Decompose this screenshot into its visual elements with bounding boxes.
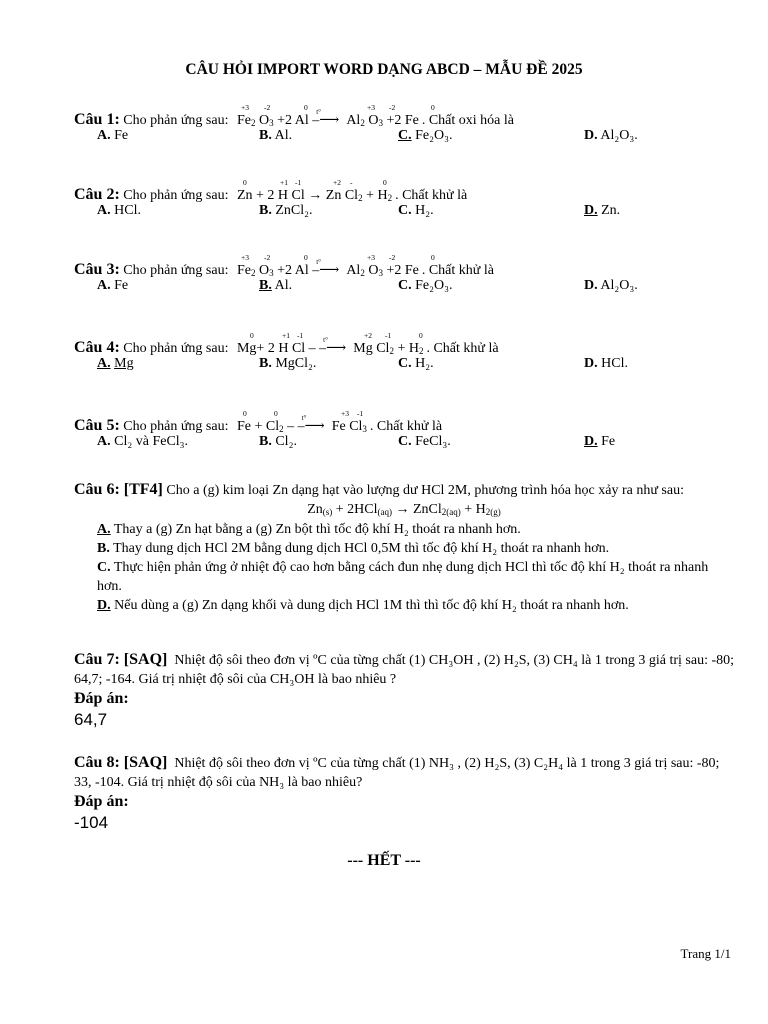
- statement-b[interactable]: B. Thay dung dịch HCl 2M bằng dung dịch HCl 0,5M thì tốc độ khí H₂ thoát ra nhanh hơn.: [97, 541, 610, 556]
- question-4: [74, 332, 734, 374]
- reaction-equation: 0 0 +3 -1 $Fe + Cl_2$ – – t° ⟶ Fe $Cl_3$: [236, 409, 367, 434]
- option-b[interactable]: B. Cl₂.: [259, 434, 297, 449]
- option-d-correct[interactable]: D. Zn.: [584, 203, 621, 218]
- question-3: [74, 254, 734, 296]
- answer-options: [74, 432, 734, 452]
- option-a[interactable]: A. Fe: [97, 128, 129, 143]
- question-tail: . Chất khử là: [426, 341, 499, 356]
- option-d[interactable]: D. Al₂O₃.: [584, 128, 638, 143]
- question-stem: Nhiệt độ sôi theo đơn vị ºC của từng chất (1) NH₃ , (2) H₂S, (3) C₂H₄ là 1 trong 3 giá trị sau: -80; 33, -104. Giá trị nhiệt độ sôi của NH₃ là bao nhiêu?: [74, 756, 720, 790]
- option-d[interactable]: D. Al₂O₃.: [584, 278, 638, 293]
- question-number: Câu 1:: [74, 111, 120, 128]
- question-tail: . Chất khử là: [395, 188, 468, 203]
- question-stem: Cho a (g) kim loại Zn dạng hạt vào lượng dư HCl 2M, phương trình hóa học xảy ra như sau:: [166, 483, 684, 498]
- reaction-equation: 0 +1 -1 +2 - 0 Zn + 2 H Cl → Zn $Cl_2 + H_2$: [236, 178, 393, 203]
- question-lead: Cho phản ứng sau:: [123, 113, 229, 128]
- answer-value: -104: [74, 813, 109, 832]
- question-tail: . Chất khử là: [369, 419, 443, 434]
- answer-options: [74, 201, 734, 221]
- statement-d-correct[interactable]: D. Nếu dùng a (g) Zn dạng khối và dung dịch HCl 1M thì thì tốc độ khí H₂ thoát ra nhanh hơn.: [97, 598, 629, 613]
- question-5: [74, 410, 734, 452]
- question-number: Câu 8: [SAQ]: [74, 754, 168, 771]
- exam-title: CÂU HỎI IMPORT WORD DẠNG ABCD – MẪU ĐỀ 2025: [185, 61, 583, 78]
- option-c-correct[interactable]: C. Fe₂O₃.: [398, 128, 453, 143]
- statement-c[interactable]: C. Thực hiện phản ứng ở nhiệt độ cao hơn bằng cách đun nhẹ dung dịch HCl thì tốc độ khí H₂ thoát ra nhanh hơn.: [97, 560, 709, 594]
- answer-value: 64,7: [74, 710, 108, 729]
- answer-label: Đáp án:: [74, 690, 129, 707]
- question-number: Câu 3:: [74, 261, 120, 278]
- question-lead: Cho phản ứng sau:: [123, 341, 229, 356]
- question-number: Câu 7: [SAQ]: [74, 651, 168, 668]
- question-8: [74, 753, 734, 834]
- question-stem: Nhiệt độ sôi theo đơn vị ºC của từng chất (1) CH₃OH , (2) H₂S, (3) CH₄ là 1 trong 3 giá trị sau: -80; 64,7; -164. Giá trị nhiệt độ sôi của CH₃OH là bao nhiêu ?: [74, 653, 735, 687]
- reaction-equation: 0 +1 -1 +2 -1 0 Mg+ 2 H Cl – – t° ⟶ Mg $Cl_2 + H_2$: [236, 331, 424, 356]
- reaction-equation: +3 -2 0 +3 -2 0 $Fe_2$ $O_3 +2$ Al – t° ⟶ $Al_2$ $O_3 +2$ Fe: [236, 103, 435, 128]
- answer-options: [74, 354, 734, 374]
- question-lead: Cho phản ứng sau:: [123, 188, 229, 203]
- option-c[interactable]: C. H₂.: [398, 356, 434, 371]
- end-marker: --- HẾT ---: [347, 852, 421, 869]
- question-number: Câu 4:: [74, 339, 120, 356]
- question-lead: Cho phản ứng sau:: [123, 263, 229, 278]
- question-6: [74, 480, 734, 615]
- option-c[interactable]: C. H₂.: [398, 203, 434, 218]
- question-1: [74, 104, 734, 146]
- option-b[interactable]: B. Al.: [259, 128, 293, 143]
- question-7: [74, 650, 734, 731]
- option-a[interactable]: A. HCl.: [97, 203, 141, 218]
- answer-label: Đáp án:: [74, 793, 129, 810]
- question-2: [74, 179, 734, 221]
- question-tail: . Chất khử là: [421, 263, 494, 278]
- question-number: Câu 2:: [74, 186, 120, 203]
- option-d-correct[interactable]: D. Fe: [584, 434, 616, 449]
- chemical-equation: $Zn_{(s)} + 2HCl_{(aq)}$ → ZnCl$_{2(aq)}$ + $H_{2(g)}$: [307, 502, 501, 517]
- option-a[interactable]: A. Cl₂ và FeCl₃.: [97, 434, 189, 449]
- question-lead: Cho phản ứng sau:: [123, 419, 229, 434]
- option-c[interactable]: C. Fe₂O₃.: [398, 278, 453, 293]
- question-number: Câu 6: [TF4]: [74, 481, 163, 498]
- question-number: Câu 5:: [74, 417, 120, 434]
- page-number: Trang 1/1: [680, 946, 731, 961]
- option-a-correct[interactable]: A. Mg: [97, 356, 134, 371]
- option-b[interactable]: B. ZnCl₂.: [259, 203, 313, 218]
- option-c[interactable]: C. FeCl₃.: [398, 434, 451, 449]
- question-tail: . Chất oxi hóa là: [421, 113, 514, 128]
- statement-a-correct[interactable]: A. Thay a (g) Zn hạt bằng a (g) Zn bột thì tốc độ khí H₂ thoát ra nhanh hơn.: [97, 522, 521, 537]
- answer-options: [74, 126, 734, 146]
- reaction-equation: +3 -2 0 +3 -2 0 $Fe_2$ $O_3 +2$ Al – t° ⟶ $Al_2$ $O_3 +2$ Fe: [236, 253, 435, 278]
- option-a[interactable]: A. Fe: [97, 278, 129, 293]
- answer-options: [74, 276, 734, 296]
- option-b-correct[interactable]: B. Al.: [259, 278, 293, 293]
- option-b[interactable]: B. MgCl₂.: [259, 356, 317, 371]
- option-d[interactable]: D. HCl.: [584, 356, 628, 371]
